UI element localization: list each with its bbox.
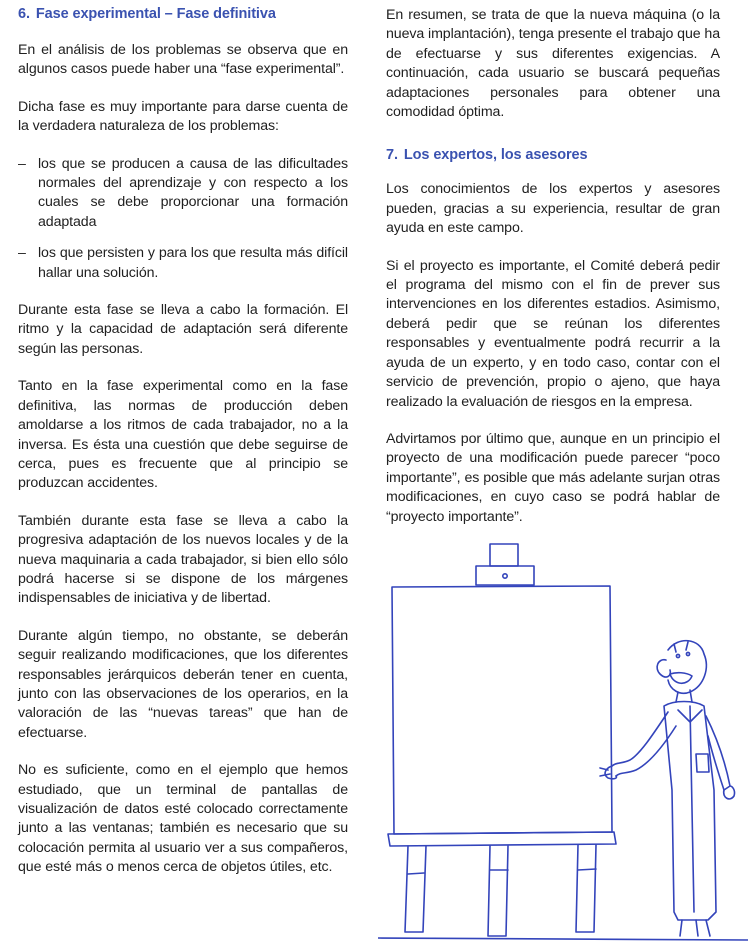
paragraph: En resumen, se trata de que la nueva máquina (o la nueva implantación), tenga presente el trabajo que ha de efectuarse y sus diferentes exigencias. A continuación, cada usuario se buscará pequeñas adaptaciones personales para obtener una comodidad óptima.: [386, 7, 720, 121]
section-7-title: Los expertos, los asesores: [403, 147, 588, 164]
easel-board: [392, 586, 612, 834]
section-7-number: 7.: [386, 147, 398, 164]
easel-leg: [576, 845, 596, 932]
easel-leg: [405, 846, 426, 932]
bullet-dash: –: [18, 155, 26, 172]
section-7-heading: [386, 146, 720, 164]
floor-line: [378, 938, 748, 940]
right-column: [386, 0, 720, 527]
list-item-text: los que se producen a causa de las dificultades normales del aprendizaje y con respecto a los cuales se debe proporcionar una formación adaptada: [38, 155, 348, 230]
problem-list: [18, 155, 348, 283]
bullet-dash: –: [18, 245, 26, 262]
list-item: [18, 155, 348, 233]
paragraph: También durante esta fase se lleva a cabo la progresiva adaptación de los nuevos locales y de la nueva maquinaria a cada trabajador, si bien ello sólo podrá hacerse si se dispone de los márgenes indispensables de iniciativa y de libertad.: [18, 512, 348, 607]
easel-screw: [503, 574, 507, 578]
easel-leg: [488, 846, 508, 936]
section-6-number: 6.: [18, 6, 30, 22]
easel-shelf: [388, 832, 616, 846]
left-column: [18, 0, 348, 878]
presenter-figure: [600, 641, 735, 936]
paragraph: Los conocimientos de los expertos y asesores pueden, gracias a su experiencia, resultar de gran ayuda en este campo.: [386, 181, 720, 237]
section-6-title: Fase experimental – Fase definitiva: [35, 6, 276, 22]
paragraph: Durante esta fase se lleva a cabo la formación. El ritmo y la capacidad de adaptación será diferente según las personas.: [18, 302, 348, 357]
section-6-heading: [18, 5, 348, 23]
easel-crossbar: [476, 566, 534, 585]
paragraph: En el análisis de los problemas se observa que en algunos casos puede haber una “fase experimental”.: [18, 42, 348, 78]
easel-presenter-illustration: [378, 540, 748, 945]
paragraph: Tanto en la fase experimental como en la fase definitiva, las normas de producción deben amoldarse a los ritmos de cada trabajador, no a la inversa. Es ésta una cuestión que debe seguirse de cerca, pues es frecuente que al principio se produzcan accidentes.: [18, 378, 348, 492]
paragraph: Durante algún tiempo, no obstante, se deberán seguir realizando modificaciones, que los diferentes responsables jerárquicos deberán tener en cuenta, junto con las observaciones de los operarios, en la valoración de las “nuevas tareas” que han de efectuarse.: [18, 627, 348, 741]
paragraph: No es suficiente, como en el ejemplo que hemos estudiado, que un terminal de pantallas de visualización de datos esté colocado correctamente junto a las ventanas; también es necesario que su colocación permita al usuario ver a sus compañeros, que esté más o menos cerca de objetos útiles, etc.: [18, 762, 348, 876]
paragraph: Si el proyecto es importante, el Comité deberá pedir el programa del mismo con el fin de prever sus intervenciones en los diferentes estadios. Asimismo, deberá pedir que se reúnan los diferentes responsables y eventualmente podrá recurrir a la ayuda de un experto, y en todo caso, contar con el servicio de prevención, propio o ajeno, que haya realizado la evaluación de riesgos en la empresa.: [386, 257, 720, 410]
list-item-text: los que persisten y para los que resulta más difícil hallar una solución.: [38, 245, 348, 281]
list-item: [18, 244, 348, 283]
paragraph: Advirtamos por último que, aunque en un principio el proyecto de una modificación puede parecer “poco importante”, es posible que más adelante surjan otras modificaciones, en cuyo caso se podrá hablar de “proyecto importante”.: [386, 430, 720, 525]
paragraph: Dicha fase es muy importante para darse cuenta de la verdadera naturaleza de los problemas:: [18, 98, 348, 135]
easel-clip: [490, 544, 518, 566]
